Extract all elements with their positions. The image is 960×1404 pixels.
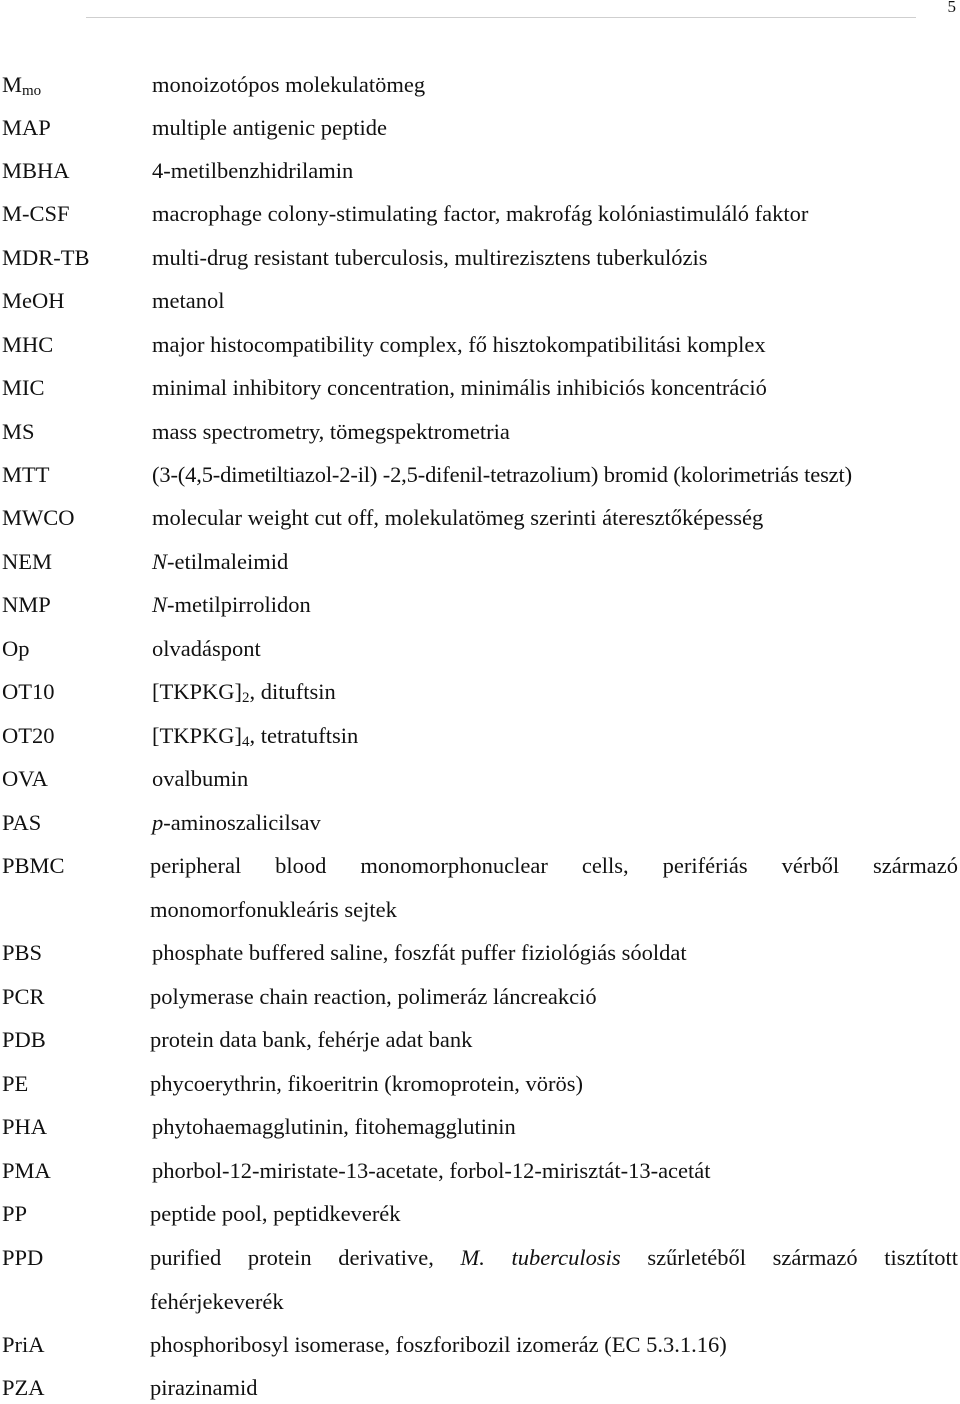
definition: (3-(4,5-dimetiltiazol-2-il) -2,5-difenil-tetrazolium) bromid (kolorimetriás teszt) xyxy=(152,462,852,487)
definition: minimal inhibitory concentration, minimális inhibiciós koncentráció xyxy=(152,375,767,400)
abbreviation: MS xyxy=(2,419,35,444)
abbreviation: MBHA xyxy=(2,158,70,183)
abbreviation: PZA xyxy=(2,1375,45,1400)
abbreviation: OT10 xyxy=(2,679,55,704)
definition: $[TKPKG]_2$, dituftsin xyxy=(152,679,336,706)
definition: phorbol-12-miristate-13-acetate, forbol-12-mirisztát-13-acetát xyxy=(152,1158,711,1183)
list-item xyxy=(0,852,960,932)
definition: monoizotópos molekulatömeg xyxy=(152,72,426,97)
definition: peripheral blood monomorphonuclear cells, perifériás vérből származó xyxy=(150,853,958,878)
abbreviation: OT20 xyxy=(2,723,55,748)
definition: polymerase chain reaction, polimeráz láncreakció xyxy=(150,984,597,1009)
list-item xyxy=(0,1244,960,1324)
abbreviation: MIC xyxy=(2,375,45,400)
definition: phosphoribosyl isomerase, foszforibozil izomeráz (EC 5.3.1.16) xyxy=(150,1332,727,1357)
abbreviation: $M_{mo}$ xyxy=(2,72,42,99)
abbreviation: M-CSF xyxy=(2,201,70,226)
abbreviation: PBS xyxy=(2,940,43,965)
definition-continued: monomorfonukleáris sejtek xyxy=(150,897,397,922)
definition: N-metilpirrolidon xyxy=(152,592,311,617)
abbreviation: PP xyxy=(2,1201,28,1226)
abbreviation: MTT xyxy=(2,462,50,487)
abbreviation: NMP xyxy=(2,592,51,617)
abbreviation: MeOH xyxy=(2,288,65,313)
definition-continued: fehérjekeverék xyxy=(150,1289,284,1314)
definition: olvadáspont xyxy=(152,636,261,661)
abbreviation: MWCO xyxy=(2,505,75,530)
definition: phytohaemagglutinin, fitohemagglutinin xyxy=(152,1114,516,1139)
abbreviation: PAS xyxy=(2,810,42,835)
abbreviation: MDR-TB xyxy=(2,245,90,270)
abbreviation: PBMC xyxy=(2,853,65,878)
abbreviation: PE xyxy=(2,1071,29,1096)
page-number: 5 xyxy=(947,0,956,16)
definition: mass spectrometry, tömegspektrometria xyxy=(152,419,510,444)
definition: multiple antigenic peptide xyxy=(152,115,387,140)
definition: p-aminoszalicilsav xyxy=(152,810,321,835)
abbreviation: PMA xyxy=(2,1158,51,1183)
definition: peptide pool, peptidkeverék xyxy=(150,1201,401,1226)
definition: protein data bank, fehérje adat bank xyxy=(150,1027,473,1052)
definition: phycoerythrin, fikoeritrin (kromoprotein, vörös) xyxy=(150,1071,584,1096)
definition: purified protein derivative, M. tuberculosis szűrletéből származó tisztított xyxy=(150,1245,959,1270)
definition: $[TKPKG]_4$, tetratuftsin xyxy=(152,723,359,750)
abbreviation: MAP xyxy=(2,115,51,140)
abbreviation: PCR xyxy=(2,984,45,1009)
header-rule xyxy=(86,17,916,18)
abbreviation: PDB xyxy=(2,1027,46,1052)
abbreviation: PriA xyxy=(2,1332,45,1357)
definition: ovalbumin xyxy=(152,766,249,791)
definition: phosphate buffered saline, foszfát puffer fiziológiás sóoldat xyxy=(152,940,687,965)
definition: N-etilmaleimid xyxy=(152,549,289,574)
abbreviation: NEM xyxy=(2,549,52,574)
definition: pirazinamid xyxy=(150,1375,258,1400)
abbreviation: PPD xyxy=(2,1245,44,1270)
abbreviation: MHC xyxy=(2,332,54,357)
abbreviation: OVA xyxy=(2,766,48,791)
definition: metanol xyxy=(152,288,225,313)
definition: multi-drug resistant tuberculosis, multirezisztens tuberkulózis xyxy=(152,245,708,270)
definition: macrophage colony-stimulating factor, makrofág kolóniastimuláló faktor xyxy=(152,201,809,226)
definition: 4-metilbenzhidrilamin xyxy=(152,158,354,183)
abbreviation: Op xyxy=(2,636,30,661)
definition: major histocompatibility complex, fő hisztokompatibilitási komplex xyxy=(152,332,766,357)
definition: molecular weight cut off, molekulatömeg szerinti áteresztőképesség xyxy=(152,505,764,530)
abbreviation: PHA xyxy=(2,1114,48,1139)
